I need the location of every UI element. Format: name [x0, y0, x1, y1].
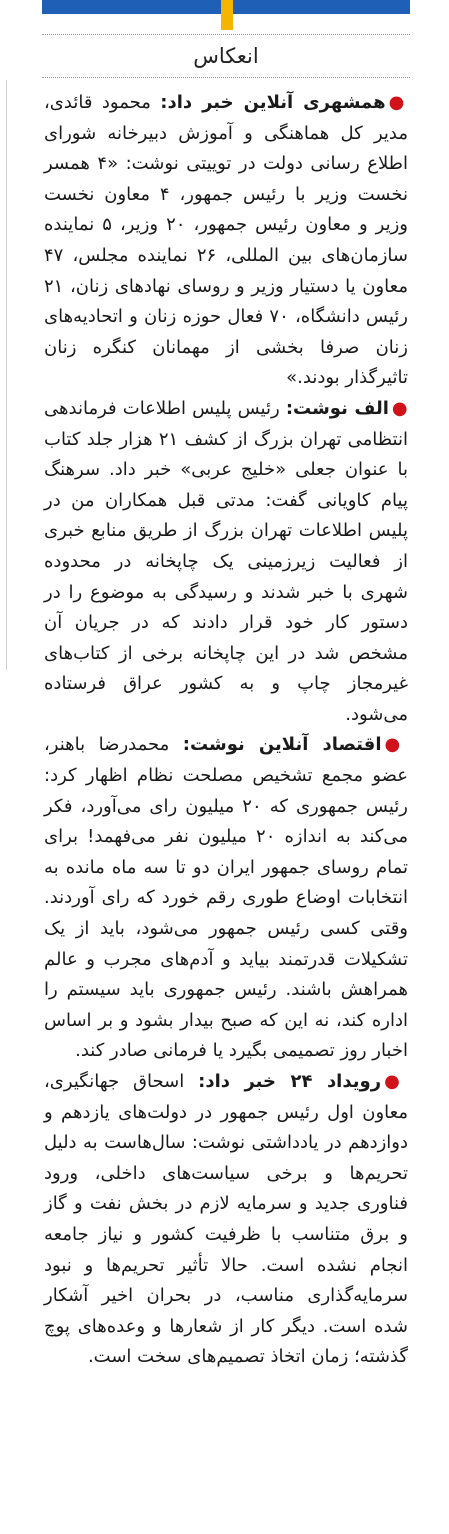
- news-text: رئیس پلیس اطلاعات فرماندهی انتظامی تهران بزرگ از کشف ۲۱ هزار جلد کتاب با عنوان جعلی «خلیج عربی» خبر داد. سرهنگ پیام کاویانی گفت: مدتی قبل همکاران من در پلیس اطلاعات تهران بزرگ از طریق منابع خبری از فعالیت زیرزمینی یک چاپخانه در محدوده شهری با خبر شدند و رسیدگی به موضوع را در دستور کار خود قرار دادند که در جریان آن مشخص شد در این چاپخانه برخی از کتاب‌های غیرمجاز چاپ و به کشور عراق فرستاده می‌شود.: [44, 397, 408, 725]
- bullet-icon: ●: [391, 397, 408, 419]
- news-source: رویداد ۲۴ خبر داد:: [198, 1071, 382, 1092]
- news-text: محمدرضا باهنر، عضو مجمع تشخیص مصلحت نظام اظهار کرد: رئیس جمهوری که ۲۰ میلیون رای می‌آورد، فکر می‌کند به اندازه ۲۰ میلیون نفر می‌فهمد! برای تمام روسای جمهور ایران دو تا سه ماه مانده به انتخابات اوضاع طوری رقم خورد که رای آوردند. وقتی کسی رئیس جمهور می‌شود، باید از یک تشکیلات قدرتمند بیاید و آدم‌های مجرب و عالم همراهش باشند. رئیس جمهوری باید سیستم را اداره کند، نه این که صبح بیدار بشود و بر اساس اخبار روز تصمیمی بگیرد یا فرمانی صادر کند.: [44, 734, 408, 1062]
- news-item: [44, 88, 408, 394]
- news-text: محمود قائدی، مدیر کل هماهنگی و آموزش دبیرخانه شورای اطلاع رسانی دولت در توییتی نوشت: «۴ همسر نخست وزیر با رئیس جمهور، ۴ معاون نخست وزیر و معاون رئیس جمهور، ۲۰ وزیر، ۵ نماینده سازمان‌های بین المللی، ۲۶ نماینده مجلس، ۴۷ معاون یا دستیار وزیر و روسای نهادهای زنان، ۲۱ رئیس دانشگاه، ۷۰ فعال حوزه زنان و اتحادیه‌های زنان صرفا بخشی از مهمانان کنگره زنان تاثیرگذار بودند.»: [44, 92, 409, 389]
- news-item: [44, 1067, 408, 1373]
- news-source: الف نوشت:: [285, 397, 389, 419]
- bullet-icon: ●: [388, 92, 408, 113]
- article-body: [44, 88, 408, 1373]
- bullet-icon: ●: [384, 1071, 408, 1092]
- section-title: انعکاس: [193, 44, 259, 68]
- header-accent-tab: [221, 0, 233, 30]
- column-divider: [6, 80, 7, 670]
- bullet-icon: ●: [384, 734, 408, 756]
- news-source: همشهری آنلاین خبر داد:: [160, 92, 386, 113]
- news-item: [44, 394, 408, 731]
- news-text: اسحاق جهانگیری، معاون اول رئیس جمهور در دولت‌های یازدهم و دوازدهم در یادداشتی نوشت: سال‌هاست به دلیل تحریم‌ها و برخی سیاست‌های داخلی، ورود فناوری جدید و سرمایه لازم در بخش نفت و گاز و برق متناسب با ظرفیت کشور و نیاز جامعه انجام نشده است. حالا تأثیر تحریم‌ها و نبود سرمایه‌گذاری مناسب، در بحران اخیر آشکار شده است. دیگر کار از شعارها و وعده‌های پوچ گذشته؛ زمان اتخاذ تصمیم‌های سخت است.: [44, 1071, 408, 1368]
- news-source: اقتصاد آنلاین نوشت:: [182, 734, 382, 756]
- section-header: [42, 34, 410, 78]
- news-item: [44, 730, 408, 1067]
